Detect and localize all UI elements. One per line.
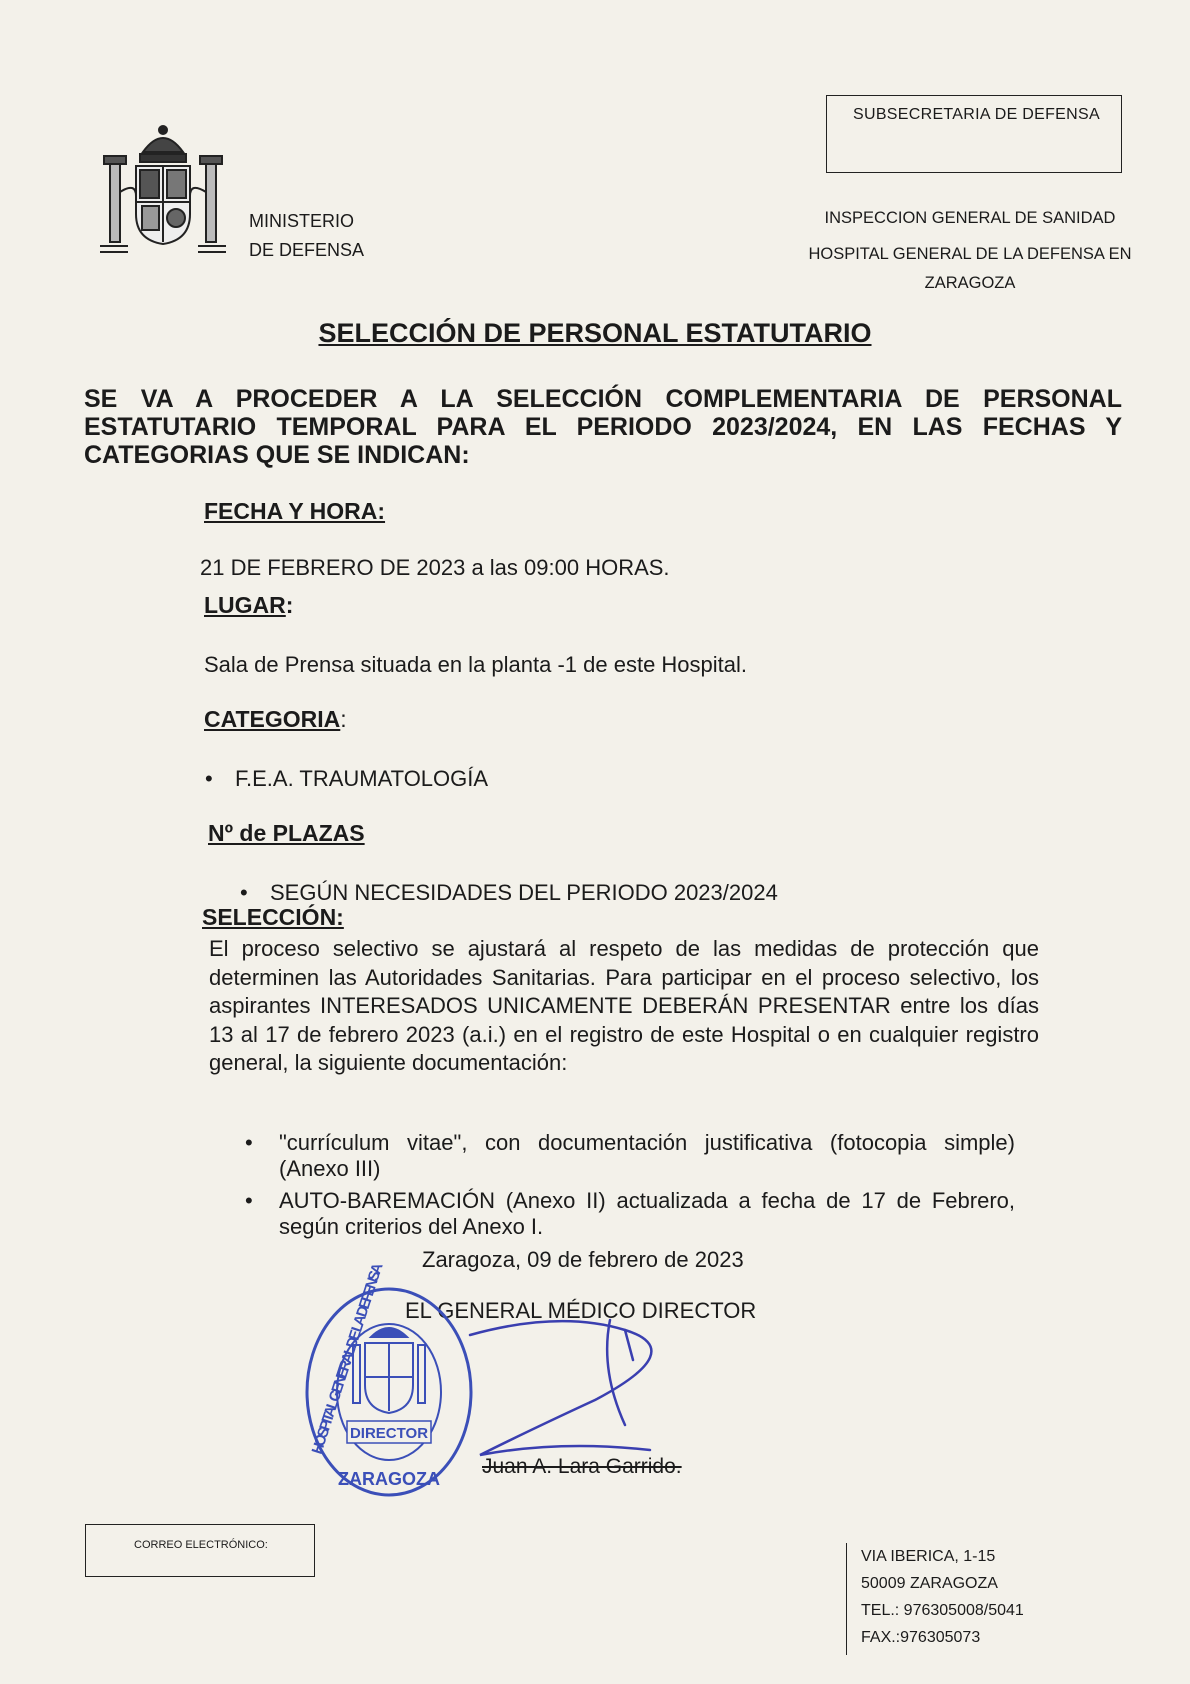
ministry-name	[249, 207, 364, 265]
page-title-text: SELECCIÓN DE PERSONAL ESTATUTARIO	[318, 318, 872, 348]
department-box	[826, 95, 1122, 173]
seleccion-heading: SELECCIÓN:	[202, 904, 344, 930]
institution-line-3: ZARAGOZA	[924, 274, 1016, 292]
categoria-item-text: F.E.A. TRAUMATOLOGÍA	[235, 766, 489, 791]
address-block	[846, 1543, 1024, 1655]
intro-paragraph: SE VA A PROCEDER A LA SELECCIÓN COMPLEMENTARIA DE PERSONAL ESTATUTARIO TEMPORAL PARA EL PERIODO 2023/2024, EN LAS FECHAS Y CATEGORIAS QUE SE INDICAN:	[84, 385, 1122, 469]
plazas-item: • SEGÚN NECESIDADES DEL PERIODO 2023/2024	[240, 880, 778, 905]
address-line-1: VIA IBERICA, 1-15	[861, 1548, 996, 1565]
place-date: Zaragoza, 09 de febrero de 2023	[422, 1247, 744, 1272]
email-box	[85, 1524, 315, 1577]
seal-center-text: DIRECTOR	[349, 1425, 429, 1442]
lugar-heading: LUGAR:	[204, 592, 294, 618]
lugar-heading-text: LUGAR	[204, 592, 286, 618]
seleccion-paragraph: El proceso selectivo se ajustará al respeto de las medidas de protección que determinen las Autoridades Sanitarias. Para participar en el proceso selectivo, los aspirantes INTERESADOS UNICAMENTE DEBERÁN PRESENTAR entre los días 13 al 17 de febrero 2023 (a.i.) en el registro de este Hospital o en cualquier registro general, la siguiente documentación:	[209, 936, 1039, 1075]
list-item: • "currículum vitae", con documentación justificativa (fotocopia simple) (Anexo III)	[245, 1130, 1015, 1182]
institution-line-1: INSPECCION GENERAL DE SANIDAD	[824, 209, 1116, 227]
categoria-heading: CATEGORIA:	[204, 706, 347, 732]
page-title	[0, 318, 1190, 349]
address-line-4: FAX.:976305073	[861, 1629, 981, 1646]
seal-bottom-text: ZARAGOZA	[338, 1469, 440, 1489]
ministry-line-1: MINISTERIO	[249, 211, 355, 231]
seal-top-text: HOSPITAL GENERAL DE LA DEFENSA	[308, 1260, 387, 1457]
list-item: • AUTO-BAREMACIÓN (Anexo II) actualizada a fecha de 17 de Febrero, según criterios del Anexo I.	[245, 1188, 1015, 1240]
lugar-value: Sala de Prensa situada en la planta -1 de este Hospital.	[204, 652, 748, 677]
fecha-value: 21 DE FEBRERO DE 2023 a las 09:00 HORAS.	[200, 555, 670, 580]
plazas-heading: Nº de PLAZAS	[208, 820, 365, 846]
email-label: CORREO ELECTRÓNICO:	[134, 1539, 268, 1551]
institution-header	[790, 200, 1150, 294]
ministry-line-2: DE DEFENSA	[249, 240, 365, 260]
categoria-item: • F.E.A. TRAUMATOLOGÍA	[205, 766, 489, 791]
address-line-2: 50009 ZARAGOZA	[861, 1575, 998, 1592]
institution-line-2: HOSPITAL GENERAL DE LA DEFENSA EN	[808, 245, 1132, 263]
signer-title: EL GENERAL MÉDICO DIRECTOR	[405, 1298, 757, 1323]
plazas-item-text: SEGÚN NECESIDADES DEL PERIODO 2023/2024	[270, 880, 778, 905]
coat-of-arms-icon	[100, 122, 226, 258]
fecha-heading: FECHA Y HORA:	[204, 498, 386, 524]
document-list	[245, 1130, 1015, 1246]
categoria-heading-text: CATEGORIA	[204, 706, 341, 732]
address-line-3: TEL.: 976305008/5041	[861, 1602, 1024, 1619]
department-box-text: SUBSECRETARIA DE DEFENSA	[853, 106, 1100, 123]
signer-name: Juan A. Lara Garrido.	[482, 1455, 682, 1478]
